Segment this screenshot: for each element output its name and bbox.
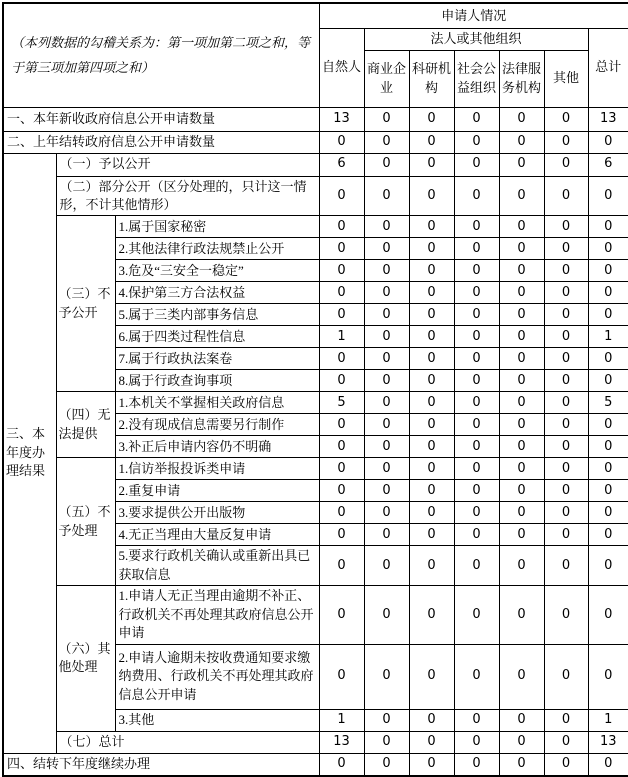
- value-cell: 0: [454, 238, 499, 260]
- value-cell: 0: [364, 502, 409, 524]
- value-cell: 0: [499, 709, 544, 731]
- value-cell: 0: [544, 436, 588, 458]
- value-cell: 0: [319, 216, 364, 238]
- value-cell: 0: [364, 586, 409, 644]
- value-cell: 0: [364, 709, 409, 731]
- header-row-applicant: [3, 3, 628, 28]
- value-cell: 0: [544, 502, 588, 524]
- row-label: 3.其他: [115, 709, 319, 731]
- value-cell: 0: [499, 370, 544, 392]
- row-label-carried-over: 二、上年结转政府信息公开申请数量: [3, 131, 319, 153]
- value-cell: 0: [588, 414, 628, 436]
- value-cell: 0: [588, 546, 628, 586]
- value-cell: 0: [409, 753, 454, 776]
- value-cell: 0: [364, 370, 409, 392]
- value-cell: 0: [499, 436, 544, 458]
- value-cell: 6: [588, 153, 628, 176]
- value-cell: 0: [364, 753, 409, 776]
- section-no-disclosure: （三）不予公开: [56, 216, 115, 392]
- value-cell: 0: [544, 586, 588, 644]
- value-cell: 0: [588, 131, 628, 153]
- value-cell: 0: [409, 480, 454, 502]
- value-cell: 0: [499, 260, 544, 282]
- value-cell: 0: [319, 753, 364, 776]
- value-cell: 0: [454, 153, 499, 176]
- row-label: 2.其他法律行政法规禁止公开: [115, 238, 319, 260]
- value-cell: 0: [499, 458, 544, 480]
- value-cell: 0: [499, 238, 544, 260]
- value-cell: 0: [409, 458, 454, 480]
- value-cell: 0: [409, 348, 454, 370]
- reconciliation-note: （本列数据的勾稽关系为：第一项加第二项之和，等于第三项加第四项之和）: [3, 3, 319, 107]
- value-cell: 0: [499, 282, 544, 304]
- value-cell: 0: [364, 436, 409, 458]
- value-cell: 0: [364, 458, 409, 480]
- value-cell: 0: [454, 524, 499, 546]
- value-cell: 0: [544, 414, 588, 436]
- row-label: 3.补正后申请内容仍不明确: [115, 436, 319, 458]
- value-cell: 0: [454, 586, 499, 644]
- value-cell: 0: [454, 348, 499, 370]
- table-row: [3, 458, 628, 480]
- value-cell: 0: [544, 282, 588, 304]
- value-cell: 0: [588, 370, 628, 392]
- value-cell: 0: [364, 326, 409, 348]
- value-cell: 0: [588, 753, 628, 776]
- table-row: [3, 216, 628, 238]
- value-cell: 0: [454, 176, 499, 216]
- value-cell: 0: [499, 586, 544, 644]
- value-cell: 13: [588, 107, 628, 131]
- value-cell: 0: [544, 304, 588, 326]
- value-cell: 0: [544, 524, 588, 546]
- value-cell: 0: [544, 546, 588, 586]
- value-cell: 0: [319, 131, 364, 153]
- value-cell: 0: [454, 753, 499, 776]
- row-label-subtotal: （七）总计: [56, 731, 319, 753]
- header-social-welfare-org: 社会公益组织: [454, 50, 499, 107]
- section-unable-provide: （四）无法提供: [56, 392, 115, 458]
- value-cell: 0: [499, 502, 544, 524]
- table-row: [3, 131, 628, 153]
- value-cell: 0: [454, 709, 499, 731]
- header-legal-org-group: 法人或其他组织: [364, 28, 588, 50]
- value-cell: 0: [454, 502, 499, 524]
- value-cell: 13: [588, 731, 628, 753]
- value-cell: 0: [499, 392, 544, 414]
- row-label: 1.属于国家秘密: [115, 216, 319, 238]
- header-total: 总计: [588, 28, 628, 107]
- row-label: 2.没有现成信息需要另行制作: [115, 414, 319, 436]
- row-label: 1.信访举报投诉类申请: [115, 458, 319, 480]
- value-cell: 0: [319, 644, 364, 709]
- row-label: 2.申请人逾期未按收费通知要求缴纳费用、行政机关不再处理其政府信息公开申请: [115, 644, 319, 709]
- value-cell: 0: [409, 216, 454, 238]
- value-cell: 0: [499, 326, 544, 348]
- header-research-institution: 科研机构: [409, 50, 454, 107]
- value-cell: 0: [454, 216, 499, 238]
- value-cell: 0: [499, 153, 544, 176]
- value-cell: 0: [499, 216, 544, 238]
- header-legal-service-org: 法律服务机构: [499, 50, 544, 107]
- value-cell: 0: [588, 524, 628, 546]
- value-cell: 0: [588, 238, 628, 260]
- value-cell: 0: [409, 238, 454, 260]
- header-other-org: 其他: [544, 50, 588, 107]
- value-cell: 0: [499, 414, 544, 436]
- value-cell: 0: [364, 644, 409, 709]
- value-cell: 0: [409, 546, 454, 586]
- value-cell: 0: [588, 644, 628, 709]
- value-cell: 0: [364, 176, 409, 216]
- value-cell: 0: [319, 176, 364, 216]
- table-row: [3, 107, 628, 131]
- value-cell: 0: [409, 107, 454, 131]
- value-cell: 0: [544, 458, 588, 480]
- header-natural-person: 自然人: [319, 28, 364, 107]
- value-cell: 0: [544, 216, 588, 238]
- value-cell: 0: [499, 348, 544, 370]
- value-cell: 0: [319, 348, 364, 370]
- table-row: [3, 753, 628, 776]
- header-applicant-group: 申请人情况: [319, 3, 628, 28]
- value-cell: 0: [499, 731, 544, 753]
- value-cell: 0: [499, 524, 544, 546]
- value-cell: 0: [319, 304, 364, 326]
- value-cell: 0: [319, 480, 364, 502]
- value-cell: 0: [499, 304, 544, 326]
- value-cell: 0: [409, 586, 454, 644]
- value-cell: 0: [499, 480, 544, 502]
- value-cell: 1: [588, 709, 628, 731]
- value-cell: 0: [409, 304, 454, 326]
- value-cell: 0: [319, 524, 364, 546]
- value-cell: 0: [544, 238, 588, 260]
- value-cell: 0: [409, 502, 454, 524]
- value-cell: 0: [588, 502, 628, 524]
- table-row: [3, 731, 628, 753]
- value-cell: 0: [499, 753, 544, 776]
- value-cell: 0: [409, 260, 454, 282]
- value-cell: 0: [454, 107, 499, 131]
- value-cell: 0: [544, 153, 588, 176]
- value-cell: 0: [319, 414, 364, 436]
- value-cell: 0: [544, 370, 588, 392]
- value-cell: 0: [544, 260, 588, 282]
- row-label-partial-disclosure: （二）部分公开（区分处理的，只计这一情形，不计其他情形）: [56, 176, 319, 216]
- value-cell: 0: [319, 238, 364, 260]
- section-annual-results: 三、本年度办理结果: [3, 153, 56, 753]
- row-label: 5.属于三类内部事务信息: [115, 304, 319, 326]
- value-cell: 0: [364, 153, 409, 176]
- value-cell: 0: [409, 414, 454, 436]
- value-cell: 0: [409, 392, 454, 414]
- value-cell: 0: [364, 304, 409, 326]
- row-label: 4.保护第三方合法权益: [115, 282, 319, 304]
- value-cell: 0: [544, 644, 588, 709]
- value-cell: 0: [409, 153, 454, 176]
- value-cell: 0: [454, 392, 499, 414]
- value-cell: 0: [319, 370, 364, 392]
- row-label: 3.要求提供公开出版物: [115, 502, 319, 524]
- value-cell: 0: [364, 480, 409, 502]
- table-row: [3, 392, 628, 414]
- row-label-carry-forward: 四、结转下年度继续办理: [3, 753, 319, 776]
- value-cell: 13: [319, 107, 364, 131]
- value-cell: 0: [409, 731, 454, 753]
- value-cell: 0: [409, 282, 454, 304]
- value-cell: 0: [319, 436, 364, 458]
- value-cell: 0: [544, 731, 588, 753]
- value-cell: 0: [454, 731, 499, 753]
- value-cell: 0: [364, 348, 409, 370]
- value-cell: 0: [319, 282, 364, 304]
- header-commercial-enterprise: 商业企业: [364, 50, 409, 107]
- value-cell: 0: [409, 326, 454, 348]
- value-cell: 0: [409, 524, 454, 546]
- section-other-processing: （六）其他处理: [56, 586, 115, 731]
- value-cell: 0: [454, 282, 499, 304]
- table-row: [3, 176, 628, 216]
- value-cell: 0: [544, 480, 588, 502]
- value-cell: 6: [319, 153, 364, 176]
- row-label: 7.属于行政执法案卷: [115, 348, 319, 370]
- row-label: 6.属于四类过程性信息: [115, 326, 319, 348]
- value-cell: 0: [364, 282, 409, 304]
- value-cell: 0: [544, 176, 588, 216]
- value-cell: 0: [454, 326, 499, 348]
- value-cell: 0: [588, 260, 628, 282]
- value-cell: 0: [544, 107, 588, 131]
- value-cell: 0: [588, 458, 628, 480]
- value-cell: 0: [364, 238, 409, 260]
- value-cell: 0: [319, 546, 364, 586]
- value-cell: 0: [588, 216, 628, 238]
- value-cell: 0: [544, 753, 588, 776]
- value-cell: 0: [364, 131, 409, 153]
- value-cell: 0: [544, 131, 588, 153]
- value-cell: 0: [588, 586, 628, 644]
- row-label-new-requests: 一、本年新收政府信息公开申请数量: [3, 107, 319, 131]
- value-cell: 0: [499, 107, 544, 131]
- value-cell: 0: [544, 709, 588, 731]
- value-cell: 0: [454, 546, 499, 586]
- table-row: [3, 153, 628, 176]
- value-cell: 0: [409, 644, 454, 709]
- value-cell: 0: [454, 370, 499, 392]
- value-cell: 0: [588, 348, 628, 370]
- row-label: 8.属于行政查询事项: [115, 370, 319, 392]
- value-cell: 0: [454, 304, 499, 326]
- row-label: 2.重复申请: [115, 480, 319, 502]
- value-cell: 0: [544, 348, 588, 370]
- value-cell: 0: [588, 176, 628, 216]
- value-cell: 0: [454, 260, 499, 282]
- value-cell: 0: [364, 546, 409, 586]
- row-label: 4.无正当理由大量反复申请: [115, 524, 319, 546]
- row-label: 3.危及“三安全一稳定”: [115, 260, 319, 282]
- value-cell: 0: [454, 458, 499, 480]
- value-cell: 1: [588, 326, 628, 348]
- value-cell: 0: [409, 176, 454, 216]
- value-cell: 0: [409, 131, 454, 153]
- row-label-granted: （一）予以公开: [56, 153, 319, 176]
- value-cell: 0: [364, 414, 409, 436]
- value-cell: 0: [319, 458, 364, 480]
- value-cell: 5: [588, 392, 628, 414]
- value-cell: 0: [409, 436, 454, 458]
- row-label: 1.本机关不掌握相关政府信息: [115, 392, 319, 414]
- value-cell: 0: [364, 731, 409, 753]
- value-cell: 0: [364, 107, 409, 131]
- value-cell: 0: [364, 392, 409, 414]
- value-cell: 0: [454, 436, 499, 458]
- value-cell: 0: [364, 216, 409, 238]
- value-cell: 0: [544, 326, 588, 348]
- value-cell: 0: [499, 546, 544, 586]
- value-cell: 0: [319, 502, 364, 524]
- value-cell: 1: [319, 709, 364, 731]
- section-no-processing: （五）不予处理: [56, 458, 115, 586]
- table-row: [3, 586, 628, 644]
- value-cell: 0: [364, 524, 409, 546]
- value-cell: 0: [588, 480, 628, 502]
- row-label: 5.要求行政机关确认或重新出具已获取信息: [115, 546, 319, 586]
- value-cell: 0: [454, 644, 499, 709]
- value-cell: 1: [319, 326, 364, 348]
- value-cell: 0: [588, 282, 628, 304]
- value-cell: 0: [454, 414, 499, 436]
- value-cell: 0: [454, 131, 499, 153]
- value-cell: 0: [499, 644, 544, 709]
- value-cell: 0: [499, 131, 544, 153]
- value-cell: 0: [409, 709, 454, 731]
- value-cell: 0: [319, 586, 364, 644]
- value-cell: 0: [544, 392, 588, 414]
- disclosure-request-table: [2, 2, 628, 777]
- value-cell: 13: [319, 731, 364, 753]
- row-label: 1.申请人无正当理由逾期不补正、行政机关不再处理其政府信息公开申请: [115, 586, 319, 644]
- value-cell: 0: [588, 436, 628, 458]
- value-cell: 0: [319, 260, 364, 282]
- value-cell: 0: [454, 480, 499, 502]
- value-cell: 0: [499, 176, 544, 216]
- value-cell: 0: [364, 260, 409, 282]
- value-cell: 0: [588, 304, 628, 326]
- value-cell: 0: [409, 370, 454, 392]
- value-cell: 5: [319, 392, 364, 414]
